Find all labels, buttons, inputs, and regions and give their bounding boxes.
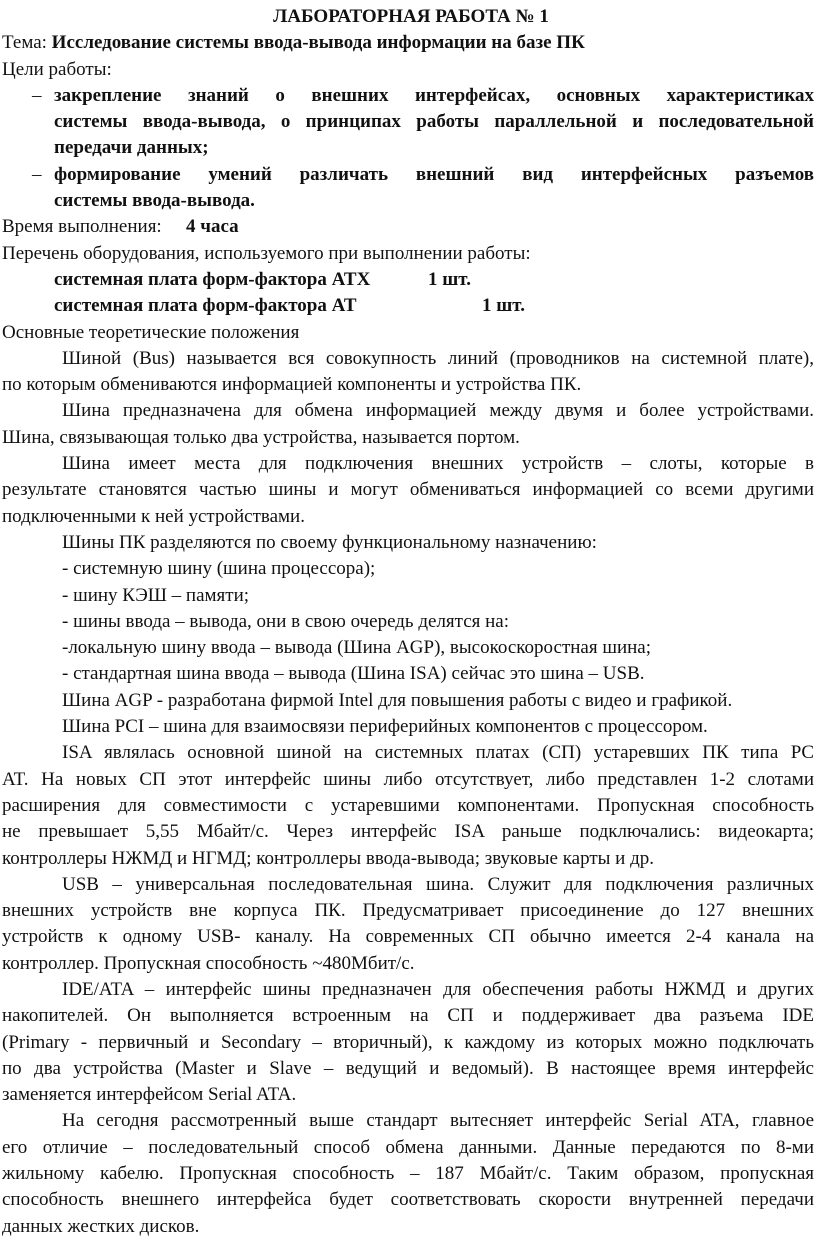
body-line: контроллер. Пропускная способность ~480Мбит/с. xyxy=(2,952,415,974)
body-line: жильному кабелю. Пропускная способность – 187 Мбайт/с. Таким образом, пропускная xyxy=(2,1163,814,1185)
equipment-qty: 1 шт. xyxy=(428,268,471,290)
body-line: - шины ввода – вывода, они в свою очередь делятся на: xyxy=(62,610,510,632)
body-line: способность внешнего интерфейса будет соответствовать скорости внутренней передачи xyxy=(2,1189,814,1211)
body-line: не превышает 5,55 Мбайт/с. Через интерфейс ISA раньше подключались: видеокарта; xyxy=(2,821,814,843)
body-line: - системную шину (шина процессора); xyxy=(62,558,376,580)
bullet-dash: – xyxy=(32,163,42,185)
body-line: Шина имеет места для подключения внешних устройств – слоты, которые в xyxy=(62,453,814,475)
time-label: Время выполнения: xyxy=(2,216,162,238)
body-line: Шина предназначена для обмена информацией между двумя и более устройствами. xyxy=(62,400,814,422)
body-line: расширения для совместимости с устаревшими компонентами. Пропускная способность xyxy=(2,794,814,816)
body-line: ISA являлась основной шиной на системных платах (СП) устаревших ПК типа PC xyxy=(62,742,814,764)
body-line: по два устройства (Master и Slave – ведущий и ведомый). В настоящее время интерфейс xyxy=(2,1057,814,1079)
body-line: - шину КЭШ – памяти; xyxy=(62,584,250,606)
body-line: заменяется интерфейсом Serial ATA. xyxy=(2,1084,297,1106)
body-line: Шина AGP - разработана фирмой Intel для повышения работы с видео и графикой. xyxy=(62,689,733,711)
body-line: устройств к одному USB- каналу. На современных СП обычно имеется 2-4 канала на xyxy=(2,926,814,948)
topic-line xyxy=(2,30,814,56)
body-line: -локальную шину ввода – вывода (Шина AGP), высокоскоростная шина; xyxy=(62,637,652,659)
goal-2-text-1: формирование умений различать внешний вид интерфейсных разъемов xyxy=(54,163,814,185)
page-title: ЛАБОРАТОРНАЯ РАБОТА № 1 xyxy=(273,6,549,27)
topic-label: Тема: xyxy=(2,32,47,54)
body-line: (Primary - первичный и Secondary – вторичный), к каждому из которых можно подключать xyxy=(2,1031,814,1053)
body-line: по которым обмениваются информацией компоненты и устройства ПК. xyxy=(2,374,582,396)
body-line: данных жестких дисков. xyxy=(2,1215,200,1237)
body-line: результате становятся частью шины и могут обмениваться информацией со всеми другими xyxy=(2,479,814,501)
equipment-item xyxy=(2,293,814,319)
goal-2-line-1 xyxy=(2,162,814,188)
theory-label: Основные теоретические положения xyxy=(2,321,300,343)
body-line: Шина PCI – шина для взаимосвязи периферийных компонентов с процессором. xyxy=(62,716,708,738)
body-line: внешних устройств вне корпуса ПК. Предусматривает присоединение до 127 внешних xyxy=(2,900,814,922)
body-line: его отличие – последовательный способ обмена данными. Данные передаются по 8-ми xyxy=(2,1136,814,1158)
body-line: контроллеры НЖМД и НГМД; контроллеры ввода-вывода; звуковые карты и др. xyxy=(2,847,655,869)
goal-1-line-3: передачи данных; xyxy=(54,137,209,159)
body-line: накопителей. Он выполняется встроенным на СП и поддерживает два разъема IDE xyxy=(2,1005,814,1027)
equipment-item xyxy=(2,267,814,293)
body-line: Шины ПК разделяются по своему функциональному назначению: xyxy=(62,531,597,553)
body-line: AT. На новых СП этот интерфейс шины либо отсутствует, либо представлен 1-2 слотами xyxy=(2,768,814,790)
equipment-name: системная плата форм-фактора ATX xyxy=(54,268,371,290)
goal-1-text-1: закрепление знаний о внешних интерфейсах, основных характеристиках xyxy=(54,84,814,106)
equipment-label: Перечень оборудования, используемого при выполнении работы: xyxy=(2,242,531,264)
body-line: - стандартная шина ввода – вывода (Шина ISA) сейчас это шина – USB. xyxy=(62,663,645,685)
topic-text: Исследование системы ввода-вывода информации на базе ПК xyxy=(51,32,585,54)
goals-label: Цели работы: xyxy=(2,58,112,80)
bullet-dash: – xyxy=(32,84,42,106)
goal-1-line-1 xyxy=(2,83,814,109)
time-value: 4 часа xyxy=(186,216,239,238)
body-line: USB – универсальная последовательная шина. Служит для подключения различных xyxy=(62,873,814,895)
body-line: На сегодня рассмотренный выше стандарт вытесняет интерфейс Serial ATA, главное xyxy=(62,1110,814,1132)
time-line xyxy=(2,214,814,240)
body-line: IDE/ATA – интерфейс шины предназначен для обеспечения работы НЖМД и других xyxy=(62,978,814,1000)
goal-1-line-2: системы ввода-вывода, о принципах работы параллельной и последовательной xyxy=(54,111,814,133)
body-line: Шиной (Bus) называется вся совокупность линий (проводников на системной плате), xyxy=(62,347,814,369)
equipment-name: системная плата форм-фактора AT xyxy=(54,295,357,317)
equipment-qty: 1 шт. xyxy=(482,295,525,317)
body-line: подключенными к ней устройствами. xyxy=(2,505,305,527)
goal-2-line-2: системы ввода-вывода. xyxy=(54,190,255,212)
body-line: Шина, связывающая только два устройства, называется портом. xyxy=(2,426,520,448)
